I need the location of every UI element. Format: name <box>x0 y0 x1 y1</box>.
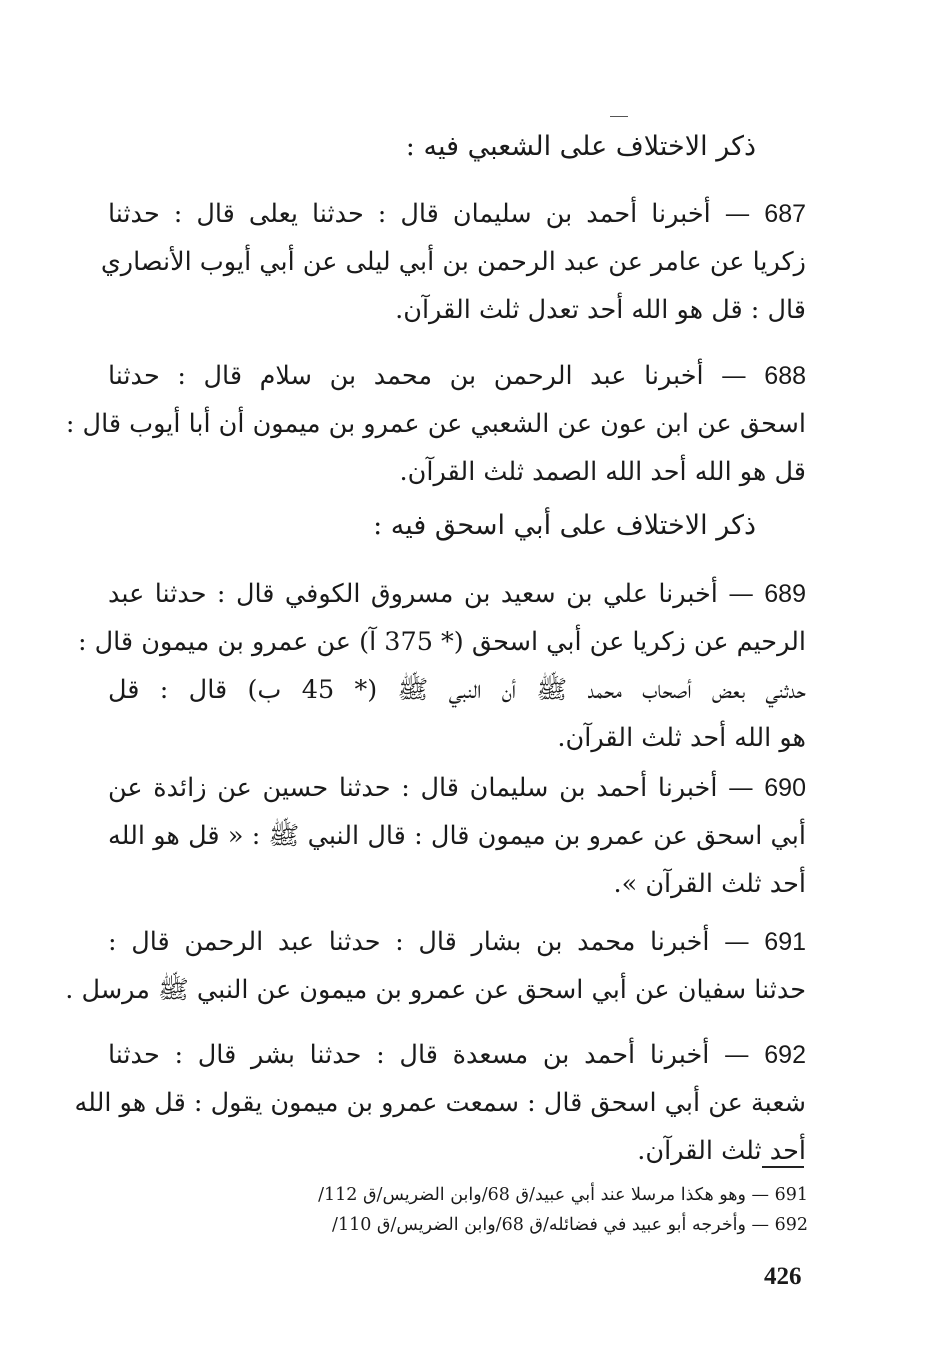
hadith-line: زكريا عن عامر عن عبد الرحمن بن أبي ليلى عن أبي أيوب الأنصاري <box>100 247 806 277</box>
hadith-number: 691 <box>764 928 807 956</box>
hadith-line <box>108 190 806 238</box>
footnote: 692 — وأخرجه أبو عبيد في فضائله/ق 68/وابن الضريس/ق 110/ <box>332 1215 808 1235</box>
section-heading: ذكر الاختلاف على أبي اسحق فيه : <box>373 510 756 541</box>
hadith-line: قل هو الله أحد الله الصمد ثلث القرآن. <box>399 457 806 487</box>
hadith-number: 687 <box>764 200 807 228</box>
hadith-text: — أخبرنا أحمد بن سليمان قال : حدثنا يعلى قال : حدثنا <box>108 199 751 229</box>
page-number: 426 <box>764 1263 802 1290</box>
hadith-line: اسحق عن ابن عون عن الشعبي عن عمرو بن ميمون أن أبا أيوب قال : <box>65 409 806 439</box>
hadith-text: — أخبرنا أحمد بن مسعدة قال : حدثنا بشر قال : حدثنا <box>108 1040 750 1070</box>
hadith-line: حدثني بعض أصحاب محمد ﷺ أن النبي ﷺ (* 45 ب) قال : قل <box>108 675 806 705</box>
footnote-divider <box>762 1166 804 1168</box>
hadith-line: هو الله أحد ثلث القرآن. <box>557 723 806 753</box>
hadith-line <box>108 918 806 966</box>
footnote: 691 — وهو هكذا مرسلا عند أبي عبيد/ق 68/وابن الضريس/ق 112/ <box>318 1185 808 1205</box>
top-mark <box>610 116 628 117</box>
hadith-text: — أخبرنا أحمد بن سليمان قال : حدثنا حسين عن زائدة عن <box>108 773 754 803</box>
hadith-line: قال : قل هو الله أحد تعدل ثلث القرآن. <box>395 295 806 325</box>
hadith-text: — أخبرنا عبد الرحمن بن محمد بن سلام قال : حدثنا <box>108 361 747 391</box>
hadith-line <box>108 764 806 812</box>
hadith-text: — أخبرنا محمد بن بشار قال : حدثنا عبد الرحمن قال : <box>108 927 750 957</box>
hadith-687 <box>100 190 807 334</box>
hadith-number: 689 <box>764 580 806 608</box>
hadith-line <box>108 570 806 618</box>
hadith-line <box>108 352 806 400</box>
hadith-number: 690 <box>764 774 806 802</box>
hadith-text: — أخبرنا علي بن سعيد بن مسروق الكوفي قال : حدثنا عبد <box>108 579 754 609</box>
hadith-line <box>108 1031 806 1079</box>
footnotes <box>190 1180 808 1240</box>
hadith-line: أبي اسحق عن عمرو بن ميمون قال : قال النبي ﷺ : « قل هو الله <box>108 821 806 851</box>
hadith-line: أحد ثلث القرآن ». <box>613 869 806 899</box>
hadith-number: 692 <box>764 1041 806 1069</box>
hadith-692 <box>74 1031 806 1175</box>
hadith-line: حدثنا سفيان عن أبي اسحق عن عمرو بن ميمون عن النبي ﷺ مرسل . <box>65 975 806 1005</box>
hadith-690 <box>108 764 806 908</box>
hadith-line: الرحيم عن زكريا عن أبي اسحق (* 375 آ) عن عمرو بن ميمون قال : <box>77 627 806 657</box>
hadith-691 <box>65 918 807 1014</box>
hadith-line: أحد ثلث القرآن. <box>637 1136 806 1166</box>
hadith-number: 688 <box>764 362 807 390</box>
hadith-line: شعبة عن أبي اسحق قال : سمعت عمرو بن ميمون يقول : قل هو الله <box>74 1088 806 1118</box>
hadith-689 <box>77 570 806 762</box>
hadith-688 <box>65 352 807 496</box>
section-heading: ذكر الاختلاف على الشعبي فيه : <box>405 131 756 162</box>
